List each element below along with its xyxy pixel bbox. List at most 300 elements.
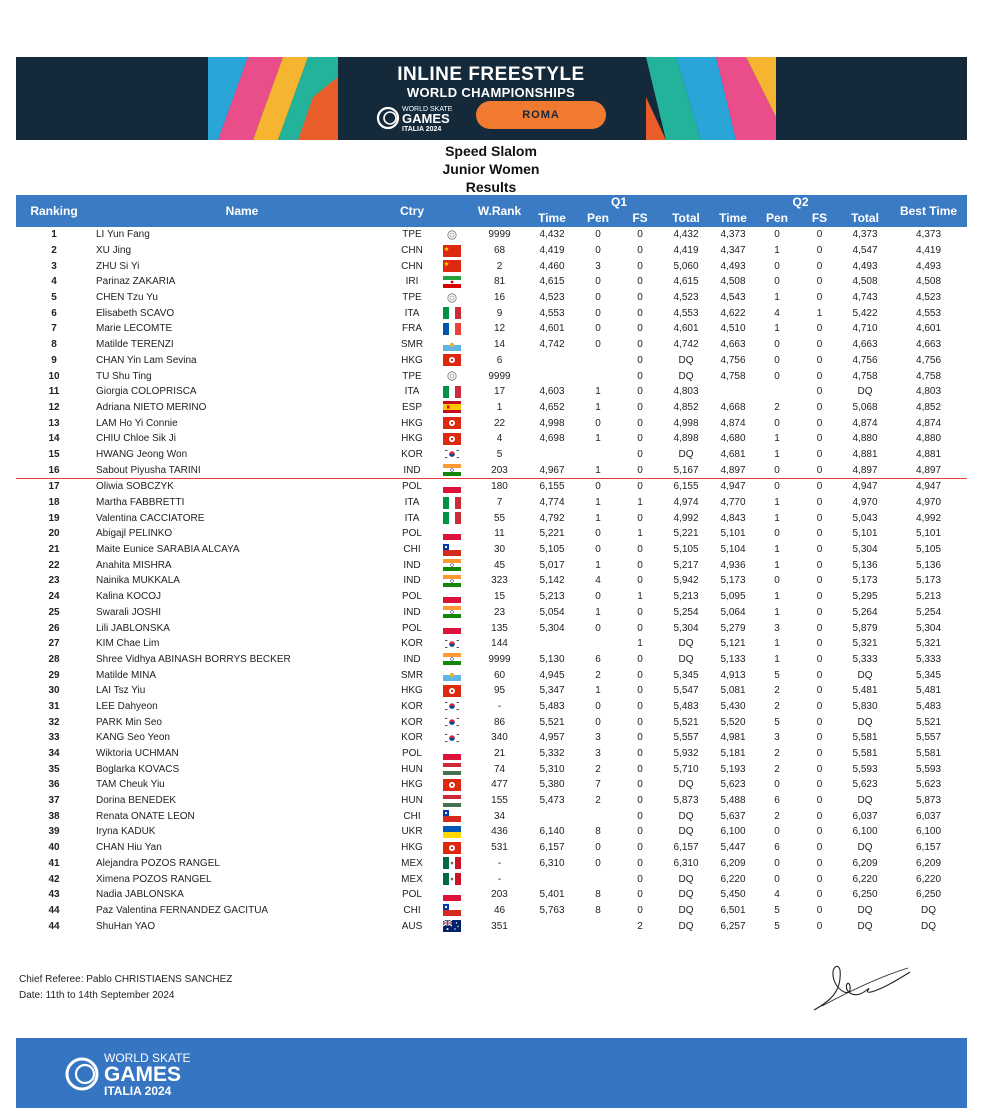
name-cell: LAI Tsz Yiu [96,685,146,697]
best-time-cell: 4,553 [916,307,942,319]
q1-fs-cell: 0 [637,606,643,618]
table-row [16,274,967,290]
flag-cell [432,730,472,746]
q1-fs-cell: 0 [637,417,643,429]
footer-world-skate-games-logo [64,1048,224,1100]
results-table [16,195,967,934]
best-time-cell: 6,250 [916,889,942,901]
q2-total-cell: 5,101 [852,528,878,540]
event-banner [16,57,967,140]
table-row [16,400,967,416]
q2-time-cell: 4,758 [720,370,746,382]
q1-pen-cell: 7 [595,779,601,791]
q1-pen-cell [577,353,619,369]
q2-time-cell: 4,508 [720,276,746,288]
rank-cell: 32 [48,716,60,728]
flag-icon [443,857,461,869]
country-cell: KOR [401,638,423,650]
q2-fs-cell: 0 [816,732,823,744]
q1-total-cell: DQ [678,889,694,901]
q1-time-cell: 4,774 [539,497,565,509]
best-time-cell: 4,663 [916,339,942,351]
world-rank-cell: 15 [493,591,506,603]
best-time-cell: 5,136 [916,559,942,571]
name-cell: Parinaz ZAKARIA [96,276,176,288]
q2-pen-cell: 0 [774,229,780,241]
country-cell: HKG [401,354,423,366]
q2-fs-cell: 0 [816,339,823,351]
banner-title-line2: WORLD CHAMPIONSHIPS [406,85,576,100]
q2-time-cell: 6,257 [720,920,746,932]
rank-cell: 29 [48,669,60,681]
best-time-cell: 6,220 [916,873,942,885]
country-cell: ITA [404,307,420,319]
flag-icon [443,700,461,712]
table-row [16,903,967,919]
city-badge: ROMA [476,101,606,129]
q1-pen-cell: 2 [595,795,601,807]
q1-fs-cell: 0 [619,462,661,478]
q1-total-cell: DQ [678,448,694,460]
q2-time-cell: 4,843 [720,512,746,524]
q1-total-cell: 4,742 [673,339,699,351]
col-flag [432,195,472,227]
q2-time-cell: 5,095 [720,591,746,603]
q2-time-cell: 4,493 [720,260,746,272]
name-cell: KIM Chae Lim [96,638,160,650]
q2-fs-cell: 0 [816,685,823,697]
best-time-cell: 5,557 [916,732,942,744]
q1-fs-cell: 1 [637,497,643,509]
best-time-cell: 4,992 [916,512,942,524]
q1-total-cell: DQ [678,826,694,838]
best-time-cell: 4,523 [916,292,942,304]
q1-total-cell: 5,547 [673,685,699,697]
name-cell: Kalina KOCOJ [96,591,162,603]
country-cell: POL [401,748,422,760]
q1-time-cell: 4,460 [539,260,565,272]
best-time-cell: 4,493 [916,260,942,272]
q2-total-cell: DQ [857,795,873,807]
best-time-cell: 4,373 [916,229,942,241]
rank-cell: 39 [48,826,60,838]
col-q2-total: Total [840,209,890,227]
q2-fs-cell: 0 [816,370,823,382]
flag-cell [432,746,472,762]
name-cell: KANG Seo Yeon [96,732,170,744]
q2-pen-cell: 6 [774,795,780,807]
table-row [16,526,967,542]
world-rank-cell: 5 [496,448,503,460]
q2-pen-cell: 1 [774,512,780,524]
q2-total-cell: 4,743 [852,292,878,304]
q1-time-cell [527,636,577,652]
table-row [16,384,967,400]
name-cell: Maite Eunice SARABIA ALCAYA [96,544,240,556]
q2-pen-cell: 5 [774,920,780,932]
q2-pen-cell: 3 [774,622,780,634]
q2-pen-cell: 2 [774,748,780,760]
q1-total-cell: DQ [678,653,694,665]
col-q2-fs: FS [799,209,840,227]
q2-total-cell: 5,173 [852,575,878,587]
q2-total-cell: 6,250 [852,889,878,901]
rank-cell: 37 [48,795,60,807]
name-cell: CHAN Hiu Yan [96,842,162,854]
q2-pen-cell: 2 [774,700,780,712]
q1-time-cell [527,353,577,369]
q2-time-cell: 5,181 [720,748,746,760]
q2-total-cell: 5,304 [852,544,878,556]
flag-icon [443,606,461,618]
q1-fs-cell: 0 [637,810,643,822]
best-time-cell: 4,756 [916,354,942,366]
q2-pen-cell: 1 [774,245,780,257]
q2-total-cell: 5,481 [852,685,878,697]
q2-total-cell: DQ [857,716,873,728]
flag-cell [432,462,472,478]
rank-cell: 16 [16,462,92,478]
country-cell: KOR [401,716,423,728]
q1-total-cell: DQ [678,638,694,650]
flag-icon [443,544,461,556]
rank-cell: 27 [48,638,60,650]
q2-fs-cell: 0 [816,920,823,932]
rank-cell: 15 [48,448,60,460]
name-cell: Iryna KADUK [96,826,156,838]
name-cell: Sabout Piyusha TARINI [92,462,392,478]
q2-total-cell: 5,581 [852,732,878,744]
q1-fs-cell: 0 [637,748,643,760]
flag-icon [443,448,461,460]
best-time-cell: DQ [921,904,937,916]
flag-cell [432,903,472,919]
flag-icon [443,904,461,916]
q1-fs-cell: 0 [637,559,643,571]
world-rank-cell: 155 [491,795,508,807]
best-time-cell: 4,874 [916,417,942,429]
table-row [16,856,967,872]
q1-time-cell [527,447,577,463]
q2-pen-cell: 1 [774,559,780,571]
q2-fs-cell: 0 [816,795,823,807]
name-cell: Valentina CACCIATORE [96,512,205,524]
world-rank-cell: 22 [493,417,506,429]
rank-cell: 5 [51,292,57,304]
q1-fs-cell: 0 [637,653,643,665]
q1-pen-cell: 0 [595,339,601,351]
q2-time-cell: 5,520 [720,716,746,728]
country-cell: CHN [401,260,423,272]
q2-pen-cell: 5 [774,716,780,728]
q1-time-cell: 6,155 [539,481,565,493]
name-cell: ShuHan YAO [96,920,156,932]
table-row [16,305,967,321]
q1-fs-cell: 0 [637,276,643,288]
q2-fs-cell: 0 [816,528,823,540]
q2-pen-cell: 1 [774,433,780,445]
q1-pen-cell: 3 [595,732,601,744]
name-cell: ZHU Si Yi [96,260,140,272]
q1-fs-cell: 0 [637,260,643,272]
results-heading [0,142,982,196]
table-row [16,573,967,589]
q1-total-cell: 5,221 [673,528,699,540]
best-time-cell: 5,345 [916,669,942,681]
q1-total-cell: 4,523 [673,292,699,304]
q1-total-cell: 5,710 [673,763,699,775]
col-q1: Q1 [527,195,711,209]
best-time-cell: 4,897 [890,462,967,478]
col-best-time: Best Time [890,195,967,227]
q2-time-cell: 5,081 [720,685,746,697]
flag-icon [443,481,461,493]
name-cell: LI Yun Fang [96,229,150,241]
q1-time-cell: 5,483 [539,700,565,712]
world-rank-cell: 436 [491,826,508,838]
q2-fs-cell: 0 [816,276,823,288]
q1-time-cell: 4,957 [539,732,565,744]
world-rank-cell: 340 [491,732,508,744]
best-time-cell: 5,483 [916,700,942,712]
q1-time-cell: 5,473 [539,795,565,807]
q2-total-cell: 5,623 [852,779,878,791]
table-row [16,368,967,384]
q2-time-cell: 4,981 [720,732,746,744]
referee-signature [812,960,912,1015]
world-rank-cell: 14 [493,339,506,351]
world-rank-cell: 95 [493,685,506,697]
q2-total-cell: 5,593 [852,763,878,775]
q2-fs-cell: 0 [816,826,823,838]
table-row [16,652,967,668]
flag-icon [443,779,461,791]
name-cell: Anahita MISHRA [96,559,172,571]
flag-cell [432,431,472,447]
name-cell: Swarali JOSHI [96,606,162,618]
world-rank-cell: 9999 [488,653,511,665]
q1-time-cell: 5,130 [539,653,565,665]
flag-icon [443,354,461,366]
q2-total-cell: 5,321 [852,638,878,650]
q1-pen-cell: 0 [595,716,601,728]
table-row [16,557,967,573]
q1-total-cell: 6,155 [673,481,699,493]
q1-total-cell: DQ [678,904,694,916]
q1-total-cell: 6,157 [673,842,699,854]
q2-pen-cell: 5 [774,669,780,681]
q1-fs-cell: 0 [637,229,643,241]
q1-time-cell: 4,419 [539,245,565,257]
q2-time-cell: 4,680 [720,433,746,445]
q2-fs-cell: 0 [816,229,823,241]
table-row [16,510,967,526]
flag-cell [432,683,472,699]
flag-icon [443,748,461,760]
q1-fs-cell: 1 [637,528,643,540]
q1-total-cell: DQ [678,810,694,822]
q2-pen-cell: 0 [774,873,780,885]
q1-fs-cell: 0 [637,323,643,335]
q1-fs-cell: 0 [637,669,643,681]
flag-icon [443,842,461,854]
q2-pen-cell: 4 [774,307,780,319]
q2-total-cell: 5,136 [852,559,878,571]
world-rank-cell: 68 [493,245,506,257]
name-cell: Giorgia COLOPRISCA [96,386,197,398]
table-row [16,415,967,431]
q1-total-cell: 5,345 [673,669,699,681]
name-cell: Abigajl PELINKO [96,528,173,540]
q2-fs-cell: 0 [816,638,823,650]
q1-fs-cell: 2 [637,920,643,932]
name-cell: XU Jing [96,245,132,257]
q2-total-cell: DQ [857,920,873,932]
flag-icon [443,528,461,540]
flag-cell [432,808,472,824]
flag-cell [432,652,472,668]
q1-pen-cell: 1 [595,685,601,697]
world-rank-cell: 34 [493,810,506,822]
q2-total-cell: 4,970 [852,497,878,509]
table-row [16,761,967,777]
q2-time-cell: 4,770 [720,497,746,509]
q1-fs-cell: 0 [637,544,643,556]
best-time-cell: 4,758 [916,370,942,382]
q1-total-cell: 5,167 [661,462,711,478]
q2-total-cell: 5,422 [852,307,878,319]
q1-total-cell: 4,553 [673,307,699,319]
country-cell: KOR [401,732,423,744]
q2-pen-cell: 0 [774,417,780,429]
q1-pen-cell: 6 [595,653,601,665]
rank-cell: 26 [48,622,60,634]
flag-icon [443,889,461,901]
flag-cell [432,573,472,589]
table-row [16,918,967,934]
chief-referee: Chief Referee: Pablo CHRISTIAENS SANCHEZ [19,974,233,985]
q1-pen-cell: 3 [595,748,601,760]
q1-time-cell: 5,310 [539,763,565,775]
q1-time-cell [527,871,577,887]
best-time-cell: 4,419 [916,245,942,257]
rank-cell: 18 [48,497,60,509]
table-row [16,730,967,746]
flag-cell [432,353,472,369]
q1-time-cell: 5,054 [539,606,565,618]
name-cell: Nainika MUKKALA [96,575,180,587]
country-cell: ITA [404,512,420,524]
name-cell: Dorina BENEDEK [96,795,177,807]
q2-fs-cell: 0 [816,512,823,524]
q2-fs-cell: 0 [816,653,823,665]
q1-time-cell: 4,603 [539,386,565,398]
flag-icon [443,591,461,603]
best-time-cell: DQ [921,920,937,932]
q1-pen-cell: 0 [595,857,601,869]
rank-cell: 34 [48,748,60,760]
q2-time-cell: 4,947 [720,481,746,493]
q2-total-cell: 5,295 [852,591,878,603]
country-cell: CHN [401,245,423,257]
rank-cell: 9 [51,354,57,366]
q2-fs-cell: 0 [816,779,823,791]
q1-time-cell: 4,615 [539,276,565,288]
q1-pen-cell: 1 [595,433,601,445]
q1-time-cell: 4,432 [539,229,565,241]
q1-pen-cell: 2 [595,763,601,775]
q1-pen-cell: 3 [595,260,601,272]
q1-time-cell: 5,521 [539,716,565,728]
q1-fs-cell: 0 [637,354,643,366]
world-rank-cell: 60 [493,669,506,681]
q2-fs-cell: 0 [816,433,823,445]
q2-total-cell: 6,037 [852,810,878,822]
q1-pen-cell: 0 [595,528,601,540]
name-cell: Shree Vidhya ABINASH BORRYS BECKER [96,653,291,665]
q1-pen-cell: 0 [595,417,601,429]
q1-total-cell: DQ [678,354,694,366]
q2-total-cell: 4,947 [852,481,878,493]
q2-pen-cell: 0 [774,260,780,272]
q2-pen-cell: 0 [774,370,780,382]
q2-time-cell: 5,121 [720,638,746,650]
q1-total-cell: DQ [678,779,694,791]
q1-pen-cell: 0 [595,591,601,603]
q2-pen-cell: 5 [774,904,780,916]
name-cell: Oliwia SOBCZYK [96,481,174,493]
name-cell: PARK Min Seo [96,716,162,728]
q2-total-cell: 5,830 [852,700,878,712]
rank-cell: 17 [48,481,60,493]
q1-total-cell: 5,254 [673,606,699,618]
name-cell: Ximena POZOS RANGEL [96,873,212,885]
q1-pen-cell [577,368,619,384]
best-time-cell: 5,213 [916,591,942,603]
rank-cell: 25 [48,606,60,618]
table-row [16,589,967,605]
country-cell: HKG [401,417,423,429]
q1-fs-cell: 1 [637,591,643,603]
q2-pen-cell: 0 [774,779,780,791]
q1-total-cell: 4,852 [673,401,699,413]
q1-pen-cell: 0 [595,842,601,854]
q1-pen-cell: 1 [595,512,601,524]
footer-band [16,1038,967,1108]
flag-cell [432,337,472,353]
q1-time-cell: 5,017 [539,559,565,571]
q2-total-cell: DQ [857,842,873,854]
q1-time-cell: 5,401 [539,889,565,901]
col-name: Name [92,195,392,227]
q2-total-cell: 4,493 [852,260,878,272]
flag-cell [432,636,472,652]
table-row [16,605,967,621]
best-time-cell: 5,581 [916,748,942,760]
q1-time-cell: 4,553 [539,307,565,319]
country-cell: IND [403,559,421,571]
q2-time-cell: 5,430 [720,700,746,712]
q2-fs-cell: 0 [816,810,823,822]
q2-fs-cell: 0 [816,857,823,869]
rank-cell: 2 [51,245,57,257]
table-row [16,808,967,824]
q2-time-cell: 4,668 [720,401,746,413]
q2-pen-cell: 0 [774,481,780,493]
q1-time-cell: 5,213 [539,591,565,603]
flag-cell [432,526,472,542]
rank-cell: 42 [48,873,60,885]
